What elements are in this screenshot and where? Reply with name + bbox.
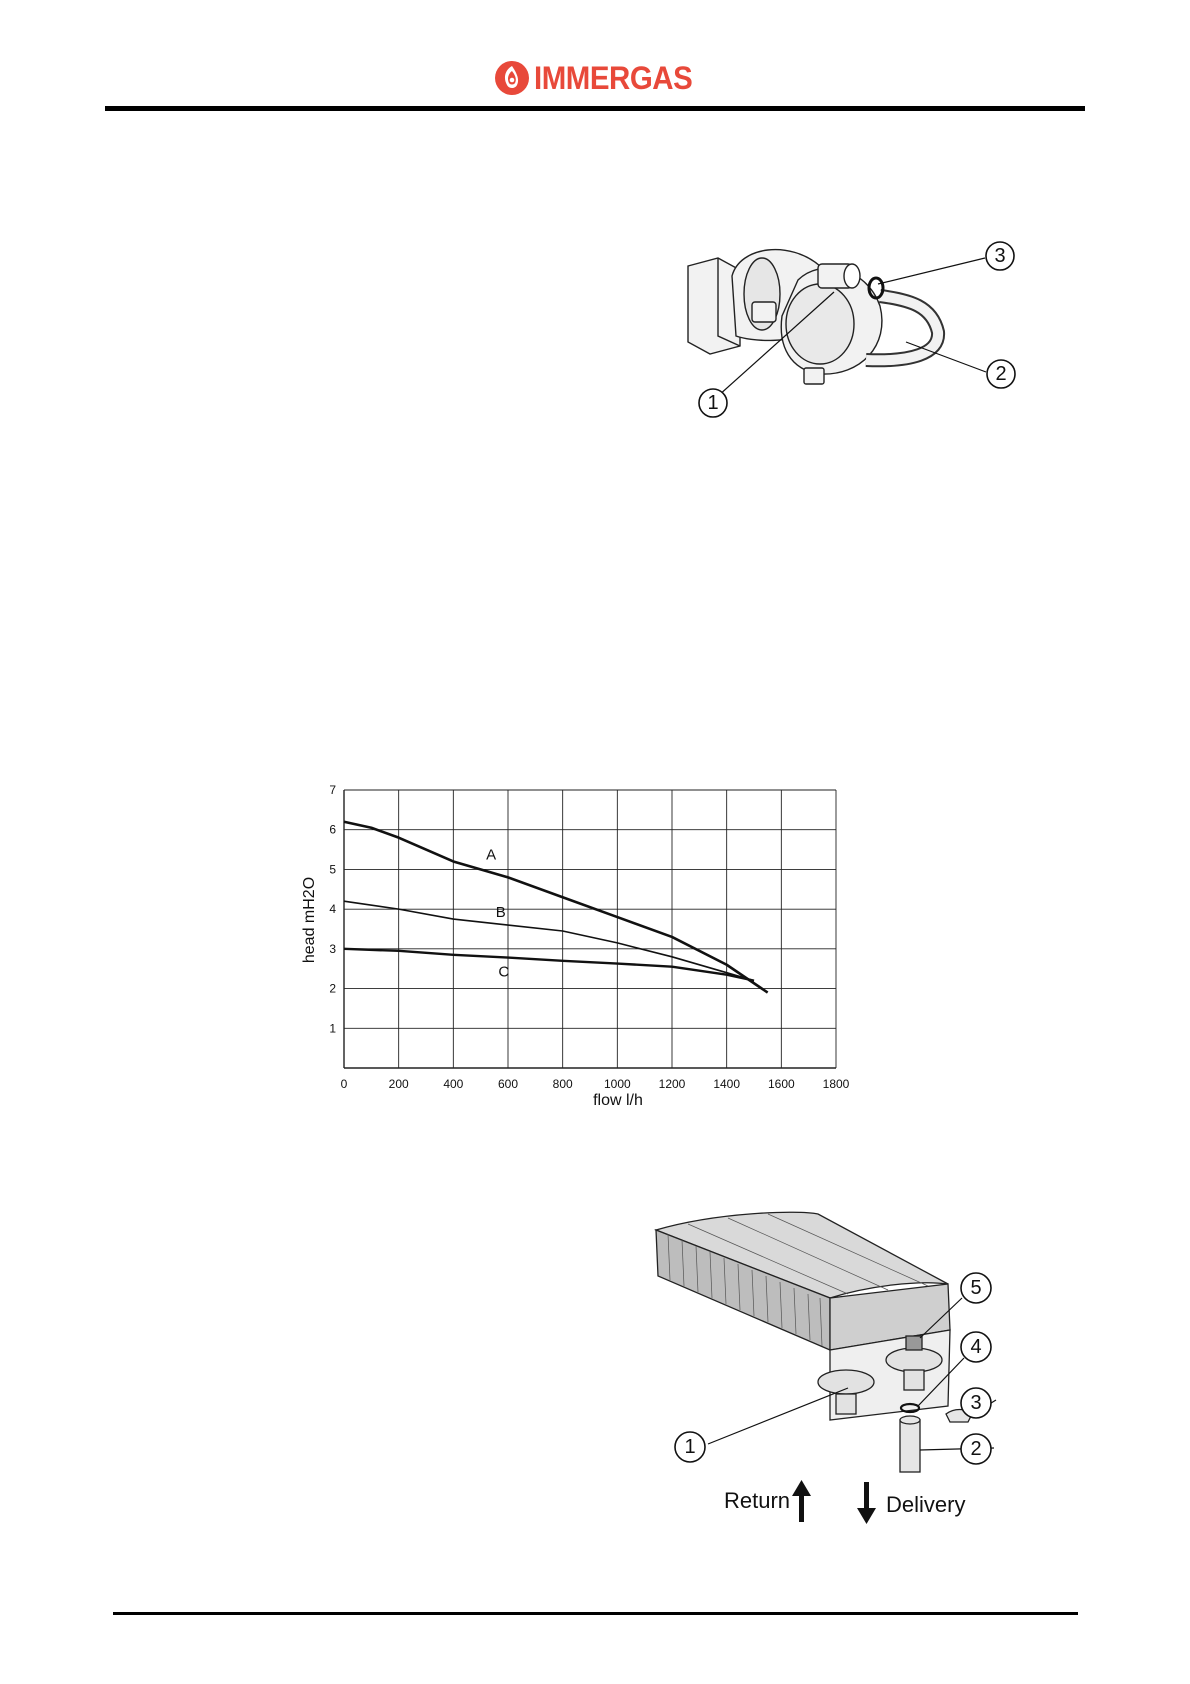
chart-canvas [300, 780, 896, 1120]
pump-electrical-box [688, 258, 740, 354]
y-tick-label: 1 [329, 1021, 336, 1036]
svg-text:5: 5 [970, 1277, 982, 1299]
x-axis-label: flow l/h [593, 1092, 643, 1109]
delivery-connection [886, 1348, 942, 1372]
heat-exchanger-illustration [648, 1210, 1078, 1530]
x-tick-label: 1600 [767, 1077, 795, 1091]
callout-3 [986, 242, 1014, 270]
svg-text:1: 1 [684, 1436, 696, 1458]
brand-logo [494, 58, 706, 98]
pump-o-ring [869, 278, 883, 298]
series-label-A: A [486, 846, 497, 864]
pump-illustration [670, 236, 1062, 450]
return-label: Return [724, 1488, 791, 1513]
callout-2 [987, 360, 1015, 388]
y-tick-label: 3 [329, 941, 336, 956]
pump-head-chart [300, 780, 896, 1120]
x-tick-label: 600 [497, 1077, 519, 1091]
x-tick-label: 1200 [658, 1077, 686, 1091]
y-tick-label: 2 [329, 981, 336, 996]
arrow-down-icon [857, 1482, 876, 1524]
y-axis-label: head mH2O [301, 876, 318, 964]
x-tick-label: 1000 [603, 1077, 631, 1091]
brand-name: IMMERGAS [534, 59, 693, 96]
x-tick-label: 200 [388, 1077, 409, 1091]
callout-3 [961, 1388, 991, 1418]
y-tick-label: 6 [329, 822, 336, 837]
callout-4 [961, 1332, 991, 1362]
x-tick-label: 1400 [713, 1077, 741, 1091]
arrow-up-icon [792, 1480, 811, 1522]
heat-exchanger-figure [648, 1210, 1078, 1530]
y-tick-label: 5 [329, 862, 336, 877]
page-header [0, 0, 1190, 120]
y-tick-label: 7 [329, 783, 336, 797]
exchanger-delivery-fitting [900, 1420, 920, 1472]
exchanger-valve [906, 1336, 922, 1350]
y-tick-label: 4 [329, 902, 336, 917]
callout-1 [675, 1432, 705, 1462]
footer-rule [113, 1612, 1078, 1615]
svg-text:2: 2 [970, 1438, 982, 1460]
svg-text:3: 3 [994, 245, 1006, 267]
delivery-label: Delivery [886, 1492, 966, 1517]
callout-1 [699, 389, 727, 417]
x-tick-label: 400 [443, 1077, 464, 1091]
return-connection [818, 1370, 874, 1394]
svg-text:4: 4 [970, 1336, 982, 1358]
svg-text:1: 1 [707, 392, 719, 414]
series-label-C: C [498, 963, 510, 981]
x-tick-label: 1800 [822, 1077, 850, 1091]
svg-text:3: 3 [970, 1392, 982, 1414]
header-rule [105, 106, 1085, 111]
callout-2 [961, 1434, 991, 1464]
series-label-B: B [495, 904, 506, 922]
svg-text:2: 2 [995, 363, 1007, 385]
callout-5 [961, 1273, 991, 1303]
x-tick-label: 0 [340, 1077, 348, 1091]
pump-figure [670, 236, 1062, 450]
immergas-flame-logo-icon [494, 60, 530, 96]
x-tick-label: 800 [552, 1077, 573, 1091]
